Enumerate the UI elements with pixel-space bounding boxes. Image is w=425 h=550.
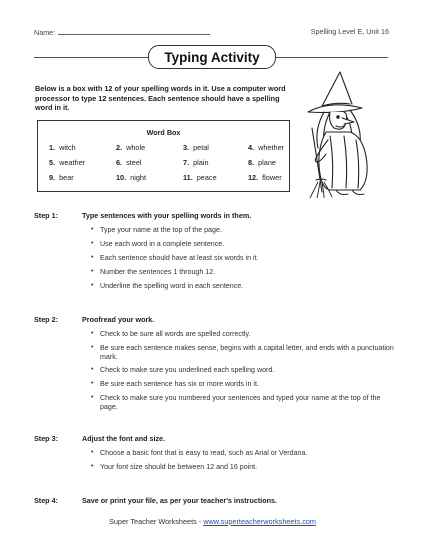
word-item <box>248 173 282 182</box>
word-item <box>49 143 76 152</box>
bullet-icon: • <box>91 449 94 456</box>
word-item <box>116 143 145 152</box>
step-2-title: Proofread your work. <box>82 315 155 324</box>
step-1-bullet <box>91 268 398 277</box>
bullet-text: Use each word in a complete sentence. <box>100 240 225 248</box>
word-number: 6. <box>116 158 123 167</box>
step-1-bullet <box>91 282 398 291</box>
bullet-text: Be sure each sentence has six or more words in it. <box>100 380 259 388</box>
bullet-icon: • <box>91 226 94 233</box>
bullet-icon: • <box>91 330 94 337</box>
word-number: 4. <box>248 143 255 152</box>
course-label: Spelling Level E, Unit 16 <box>310 27 389 36</box>
word-text: plane <box>258 158 276 167</box>
step-3-bullet <box>91 449 398 458</box>
bullet-icon: • <box>91 282 94 289</box>
word-text: peace <box>196 173 217 182</box>
word-text: whole <box>126 143 146 152</box>
word-text: flower <box>262 173 282 182</box>
bullet-icon: • <box>91 344 94 351</box>
step-2-label: Step 2: <box>34 315 58 324</box>
intro-text: Below is a box with 12 of your spelling words in it. Use a computer word processor to type 12 sentences. Each sentence should have a spelling word in it. <box>35 84 286 113</box>
word-item <box>248 158 276 167</box>
word-number: 8. <box>248 158 255 167</box>
word-number: 3. <box>183 143 190 152</box>
word-item <box>183 143 209 152</box>
step-3-label: Step 3: <box>34 434 58 443</box>
footer <box>0 517 425 526</box>
step-1-title: Type sentences with your spelling words in them. <box>82 211 252 220</box>
bullet-icon: • <box>91 463 94 470</box>
word-text: steel <box>126 158 142 167</box>
step-3-title: Adjust the font and size. <box>82 434 166 443</box>
bullet-text: Check to make sure you underlined each spelling word. <box>100 366 275 374</box>
bullet-text: Each sentence should have at least six words in it. <box>100 254 259 262</box>
word-text: plain <box>193 158 209 167</box>
word-item <box>49 158 85 167</box>
bullet-text: Number the sentences 1 through 12. <box>100 268 216 276</box>
word-item <box>183 158 209 167</box>
bullet-text: Check to make sure you numbered your sentences and typed your name at the top of the page. <box>100 394 381 411</box>
step-2-bullet <box>91 330 398 339</box>
word-text: witch <box>59 143 76 152</box>
name-line <box>58 27 210 35</box>
step-3-bullet <box>91 463 398 472</box>
footer-link[interactable]: www.superteacherworksheets.com <box>203 517 316 526</box>
name-field <box>34 27 210 37</box>
word-text: weather <box>59 158 86 167</box>
word-text: night <box>130 173 146 182</box>
step-1-label: Step 1: <box>34 211 58 220</box>
word-text: petal <box>193 143 209 152</box>
bullet-text: Be sure each sentence makes sense, begins with a capital letter, and ends with a punctuation mark. <box>100 344 394 361</box>
bullet-icon: • <box>91 240 94 247</box>
step-1-bullet <box>91 254 398 263</box>
bullet-text: Check to be sure all words are spelled correctly. <box>100 330 251 338</box>
step-2-bullet <box>91 344 398 361</box>
word-number: 2. <box>116 143 123 152</box>
word-box <box>37 120 290 192</box>
step-2-bullet <box>91 394 398 411</box>
bullet-text: Underline the spelling word in each sentence. <box>100 282 244 290</box>
step-2-bullet <box>91 380 398 389</box>
bullet-text: Your font size should be between 12 and 16 point. <box>100 463 258 471</box>
bullet-icon: • <box>91 366 94 373</box>
word-number: 11. <box>183 173 193 182</box>
word-item <box>49 173 74 182</box>
name-label: Name: <box>34 28 56 37</box>
word-item <box>248 143 284 152</box>
word-number: 9. <box>49 173 56 182</box>
step-1-bullet <box>91 240 398 249</box>
word-box-title: Word Box <box>146 128 181 137</box>
bullet-icon: • <box>91 268 94 275</box>
word-item <box>116 173 146 182</box>
word-number: 10. <box>116 173 127 182</box>
word-number: 1. <box>49 143 56 152</box>
word-number: 7. <box>183 158 190 167</box>
bullet-text: Type your name at the top of the page. <box>100 226 222 234</box>
bullet-text: Choose a basic font that is easy to read, such as Arial or Verdana. <box>100 449 308 457</box>
bullet-icon: • <box>91 254 94 261</box>
bullet-icon: • <box>91 394 94 401</box>
footer-prefix: Super Teacher Worksheets - <box>109 517 204 526</box>
word-number: 12. <box>248 173 259 182</box>
witch-with-broom-illustration <box>300 70 392 198</box>
step-4-title: Save or print your file, as per your teacher's instructions. <box>82 496 278 505</box>
step-4-label: Step 4: <box>34 496 58 505</box>
word-text: whether <box>258 143 285 152</box>
word-text: bear <box>59 173 74 182</box>
word-number: 5. <box>49 158 56 167</box>
bullet-icon: • <box>91 380 94 387</box>
step-2-bullet <box>91 366 398 375</box>
word-item <box>183 173 217 182</box>
word-item <box>116 158 142 167</box>
step-1-bullet <box>91 226 398 235</box>
page-title: Typing Activity <box>148 45 276 69</box>
